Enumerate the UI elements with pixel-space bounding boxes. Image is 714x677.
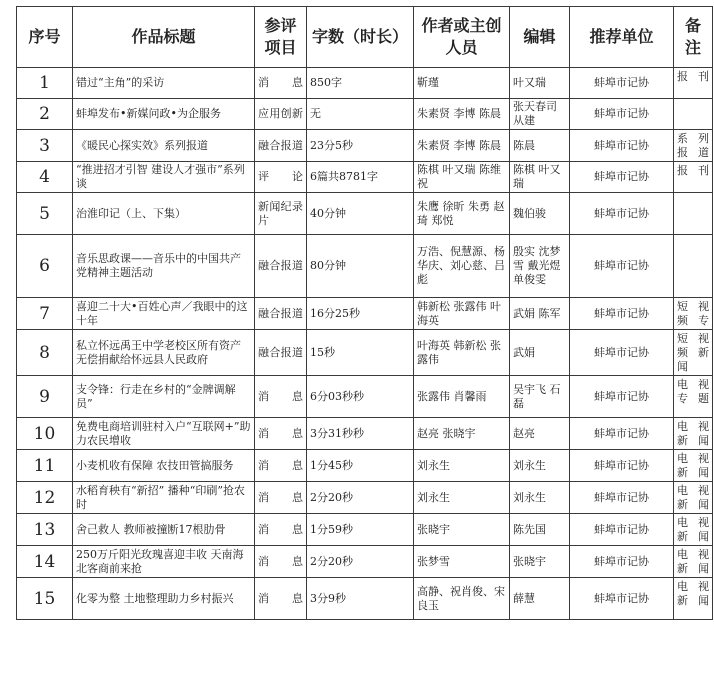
table-row: [17, 99, 713, 130]
cell-work-title-text: 250万斤阳光玫瑰喜迎丰收 天南海北客商前来抢: [76, 547, 244, 575]
table-row: [17, 514, 713, 546]
cell-serial-number-text: 11: [33, 455, 56, 476]
cell-work-title-text: 支令锋：行走在乡村的“金牌调解员”: [76, 382, 236, 410]
cell-entry-category-text: 消息: [258, 591, 303, 605]
cell-recommending-unit-text: 蚌埠市记协: [594, 591, 649, 605]
cell-serial-number: [17, 68, 73, 99]
cell-authors-text: 高静、祝肖俊、宋良玉: [417, 584, 505, 612]
cell-entry-category: [255, 193, 307, 235]
cell-entry-category-text: 消息: [258, 522, 303, 536]
cell-entry-category: [255, 482, 307, 514]
cell-authors-text: 刘永生: [417, 490, 450, 504]
cell-recommending-unit: [570, 482, 674, 514]
cell-authors: [414, 193, 510, 235]
table-body: [17, 68, 713, 620]
cell-remarks-text: 电视新闻: [677, 580, 709, 607]
cell-entry-category: [255, 376, 307, 418]
cell-serial-number: [17, 162, 73, 193]
header-serial-number: 序号: [17, 7, 73, 68]
cell-serial-number-text: 12: [33, 487, 56, 508]
cell-serial-number-text: 2: [39, 104, 50, 124]
cell-work-title: [73, 546, 255, 578]
cell-serial-number-text: 5: [39, 203, 50, 224]
cell-authors: [414, 130, 510, 162]
cell-serial-number-text: 6: [39, 256, 50, 276]
header-work-title: 作品标题: [73, 7, 255, 68]
cell-remarks-text: 短视频新闻: [677, 332, 709, 373]
cell-editor: [510, 68, 570, 99]
cell-recommending-unit: [570, 578, 674, 620]
cell-recommending-unit-text: 蚌埠市记协: [594, 76, 649, 89]
cell-serial-number-text: 13: [33, 519, 56, 540]
cell-remarks-text: 电视新闻: [677, 452, 709, 479]
cell-authors: [414, 376, 510, 418]
cell-authors: [414, 482, 510, 514]
cell-editor-text: 刘永生: [513, 490, 546, 504]
cell-recommending-unit: [570, 298, 674, 330]
cell-work-title-text: 小麦机收有保障 农技田管搞服务: [76, 458, 234, 472]
cell-remarks-text: 报刊: [677, 70, 709, 83]
cell-editor-text: 武娟 陈军: [513, 306, 561, 320]
cell-entry-category: [255, 514, 307, 546]
cell-authors: [414, 578, 510, 620]
cell-work-title-text: 错过“主角”的采访: [76, 76, 165, 89]
cell-recommending-unit-text: 蚌埠市记协: [594, 490, 649, 504]
cell-word-count-duration-text: 23分5秒: [310, 138, 353, 152]
cell-remarks: [674, 546, 713, 578]
cell-recommending-unit: [570, 330, 674, 376]
cell-editor-text: 武娟: [513, 345, 535, 359]
cell-editor: [510, 130, 570, 162]
cell-work-title: [73, 68, 255, 99]
award-entries-table: [16, 6, 713, 620]
cell-entry-category-text: 消息: [258, 458, 303, 472]
cell-editor: [510, 162, 570, 193]
cell-recommending-unit: [570, 130, 674, 162]
cell-entry-category-text: 消息: [258, 389, 303, 403]
table-row: [17, 193, 713, 235]
cell-authors: [414, 235, 510, 298]
table-row: [17, 68, 713, 99]
table-row: [17, 578, 713, 620]
cell-editor: [510, 235, 570, 298]
cell-remarks: [674, 130, 713, 162]
cell-serial-number: [17, 130, 73, 162]
cell-word-count-duration-text: 15秒: [310, 345, 335, 359]
cell-editor: [510, 330, 570, 376]
cell-authors: [414, 99, 510, 130]
cell-recommending-unit: [570, 376, 674, 418]
cell-editor: [510, 546, 570, 578]
cell-work-title: [73, 482, 255, 514]
cell-entry-category-text: 消息: [258, 554, 303, 568]
cell-remarks: [674, 578, 713, 620]
cell-serial-number: [17, 514, 73, 546]
cell-word-count-duration: [307, 68, 414, 99]
cell-serial-number: [17, 298, 73, 330]
cell-word-count-duration: [307, 376, 414, 418]
cell-work-title-text: 喜迎二十大•百姓心声／我眼中的这十年: [76, 299, 248, 327]
cell-word-count-duration-text: 6分03秒秒: [310, 389, 364, 403]
table-row: [17, 376, 713, 418]
cell-editor-text: 陈先国: [513, 522, 546, 536]
cell-authors-text: 万浩、倪慧源、杨华庆、刘心慈、吕彪: [417, 245, 505, 286]
cell-editor: [510, 514, 570, 546]
cell-work-title: [73, 99, 255, 130]
table-row: [17, 130, 713, 162]
cell-work-title: [73, 162, 255, 193]
cell-recommending-unit-text: 蚌埠市记协: [594, 170, 649, 183]
cell-editor: [510, 418, 570, 450]
cell-work-title-text: 《暖民心探实效》系列报道: [76, 138, 208, 152]
header-editor: 编辑: [510, 7, 570, 68]
cell-work-title-text: 舍己救人 教师被撞断17根肋骨: [76, 522, 226, 536]
cell-entry-category: [255, 330, 307, 376]
cell-authors: [414, 68, 510, 99]
cell-recommending-unit-text: 蚌埠市记协: [594, 458, 649, 472]
cell-remarks: [674, 193, 713, 235]
cell-word-count-duration-text: 1分45秒: [310, 458, 353, 472]
cell-work-title: [73, 376, 255, 418]
cell-work-title-text: “推进招才引智 建设人才强市”系列谈: [76, 163, 245, 190]
table-row: [17, 298, 713, 330]
cell-word-count-duration-text: 16分25秒: [310, 306, 360, 320]
header-entry-category: 参评项目: [255, 7, 307, 68]
cell-serial-number: [17, 330, 73, 376]
cell-work-title-text: 免费电商培训驻村入户“互联网+”助力农民增收: [76, 419, 251, 447]
cell-word-count-duration-text: 无: [310, 107, 321, 120]
cell-work-title: [73, 514, 255, 546]
cell-remarks: [674, 68, 713, 99]
cell-word-count-duration: [307, 235, 414, 298]
cell-serial-number: [17, 376, 73, 418]
cell-word-count-duration: [307, 418, 414, 450]
table-row: [17, 235, 713, 298]
cell-remarks: [674, 330, 713, 376]
cell-authors: [414, 546, 510, 578]
cell-entry-category: [255, 450, 307, 482]
cell-editor-text: 张晓宇: [513, 554, 546, 568]
cell-work-title: [73, 193, 255, 235]
cell-entry-category: [255, 235, 307, 298]
cell-authors-text: 刘永生: [417, 458, 450, 472]
cell-editor: [510, 450, 570, 482]
cell-authors-text: 朱鹰 徐昕 朱勇 赵琦 郑悦: [417, 199, 505, 227]
cell-word-count-duration-text: 3分9秒: [310, 591, 346, 605]
cell-recommending-unit-text: 蚌埠市记协: [594, 107, 649, 120]
cell-entry-category: [255, 130, 307, 162]
cell-serial-number: [17, 546, 73, 578]
cell-work-title: [73, 235, 255, 298]
cell-serial-number: [17, 482, 73, 514]
cell-entry-category-text: 融合报道: [258, 345, 303, 359]
cell-entry-category-text: 评论: [258, 170, 303, 183]
cell-recommending-unit: [570, 193, 674, 235]
cell-authors: [414, 298, 510, 330]
cell-word-count-duration: [307, 330, 414, 376]
cell-entry-category: [255, 418, 307, 450]
cell-serial-number-text: 4: [39, 167, 50, 187]
header-recommending-unit: 推荐单位: [570, 7, 674, 68]
cell-authors: [414, 450, 510, 482]
header-authors: 作者或主创人员: [414, 7, 510, 68]
cell-remarks: [674, 376, 713, 418]
table-row: [17, 546, 713, 578]
cell-word-count-duration: [307, 99, 414, 130]
cell-word-count-duration: [307, 514, 414, 546]
cell-entry-category: [255, 298, 307, 330]
cell-word-count-duration-text: 2分20秒: [310, 554, 353, 568]
cell-editor-text: 刘永生: [513, 458, 546, 472]
cell-work-title: [73, 298, 255, 330]
cell-work-title-text: 化零为整 土地整理助力乡村振兴: [76, 591, 234, 605]
table-row: [17, 418, 713, 450]
cell-editor-text: 张天春司从建: [513, 100, 557, 127]
cell-recommending-unit: [570, 235, 674, 298]
cell-entry-category-text: 应用创新: [258, 107, 303, 120]
cell-recommending-unit-text: 蚌埠市记协: [594, 554, 649, 568]
table-row: [17, 450, 713, 482]
cell-remarks: [674, 482, 713, 514]
cell-recommending-unit: [570, 546, 674, 578]
cell-editor-text: 殷实 沈梦雪 戴光煜 单俊雯: [513, 245, 561, 286]
cell-word-count-duration-text: 6篇共8781字: [310, 170, 378, 183]
cell-word-count-duration: [307, 450, 414, 482]
table-header: [17, 7, 713, 68]
cell-authors: [414, 162, 510, 193]
cell-word-count-duration-text: 1分59秒: [310, 522, 353, 536]
header-remarks: 备注: [674, 7, 713, 68]
cell-remarks-text: 系列报道: [677, 132, 709, 159]
cell-work-title-text: 音乐思政课——音乐中的中国共产党精神主题活动: [76, 252, 241, 279]
cell-editor-text: 陈晨: [513, 138, 535, 152]
cell-word-count-duration-text: 2分20秒: [310, 490, 353, 504]
table-row: [17, 482, 713, 514]
cell-entry-category: [255, 99, 307, 130]
cell-remarks-text: 电视新闻: [677, 420, 709, 447]
cell-recommending-unit: [570, 162, 674, 193]
cell-serial-number-text: 10: [33, 423, 56, 444]
cell-remarks-text: 短视频专: [677, 300, 709, 327]
cell-serial-number: [17, 418, 73, 450]
cell-word-count-duration: [307, 482, 414, 514]
cell-word-count-duration-text: 40分钟: [310, 206, 346, 220]
cell-editor: [510, 298, 570, 330]
cell-authors-text: 叶海英 韩新松 张露伟: [417, 338, 501, 366]
table-row: [17, 162, 713, 193]
cell-word-count-duration: [307, 578, 414, 620]
cell-entry-category-text: 新闻纪录片: [258, 199, 303, 227]
cell-editor: [510, 578, 570, 620]
cell-work-title-text: 水稻育秧有“新招” 播种“印刷”抢农时: [76, 483, 245, 511]
cell-remarks: [674, 450, 713, 482]
cell-serial-number-text: 1: [39, 73, 50, 93]
cell-recommending-unit-text: 蚌埠市记协: [594, 389, 649, 403]
cell-work-title: [73, 330, 255, 376]
cell-work-title-text: 私立怀远禹王中学老校区所有资产无偿捐献给怀远县人民政府: [76, 338, 241, 366]
cell-recommending-unit-text: 蚌埠市记协: [594, 259, 649, 272]
cell-serial-number: [17, 193, 73, 235]
cell-serial-number-text: 3: [39, 135, 50, 156]
cell-entry-category-text: 消息: [258, 426, 303, 440]
cell-editor: [510, 482, 570, 514]
cell-serial-number-text: 8: [39, 342, 50, 363]
cell-recommending-unit: [570, 99, 674, 130]
cell-work-title: [73, 130, 255, 162]
cell-entry-category-text: 消息: [258, 490, 303, 504]
cell-editor-text: 魏伯骏: [513, 206, 546, 220]
cell-authors-text: 张晓宇: [417, 522, 450, 536]
cell-editor-text: 薛慧: [513, 591, 535, 605]
cell-editor: [510, 193, 570, 235]
cell-entry-category: [255, 578, 307, 620]
cell-editor: [510, 99, 570, 130]
cell-authors-text: 靳瑾: [417, 76, 439, 89]
cell-work-title: [73, 418, 255, 450]
cell-entry-category: [255, 68, 307, 99]
cell-recommending-unit-text: 蚌埠市记协: [594, 206, 649, 220]
cell-word-count-duration: [307, 162, 414, 193]
cell-remarks: [674, 235, 713, 298]
cell-word-count-duration-text: 80分钟: [310, 259, 346, 272]
cell-authors: [414, 418, 510, 450]
table-row: [17, 330, 713, 376]
cell-work-title-text: 蚌埠发布•新媒问政•为企服务: [76, 107, 221, 120]
cell-work-title: [73, 450, 255, 482]
cell-entry-category: [255, 546, 307, 578]
header-word-count-duration: 字数（时长）: [307, 7, 414, 68]
cell-recommending-unit: [570, 418, 674, 450]
cell-remarks-text: 电视新闻: [677, 548, 709, 575]
cell-authors-text: 张梦雪: [417, 554, 450, 568]
cell-entry-category: [255, 162, 307, 193]
cell-entry-category-text: 融合报道: [258, 138, 303, 152]
cell-authors-text: 朱素贤 李博 陈晨: [417, 107, 501, 120]
cell-editor-text: 陈棋 叶又瑞: [513, 163, 561, 190]
cell-remarks-text: 电视专题: [677, 378, 709, 405]
cell-serial-number: [17, 578, 73, 620]
cell-authors-text: 张露伟 肖馨雨: [417, 389, 487, 403]
cell-serial-number: [17, 235, 73, 298]
cell-remarks: [674, 298, 713, 330]
cell-serial-number-text: 9: [39, 386, 50, 407]
cell-recommending-unit-text: 蚌埠市记协: [594, 345, 649, 359]
cell-serial-number: [17, 450, 73, 482]
cell-remarks: [674, 99, 713, 130]
cell-serial-number-text: 15: [33, 588, 56, 609]
cell-serial-number-text: 14: [33, 551, 56, 572]
cell-serial-number: [17, 99, 73, 130]
cell-recommending-unit: [570, 514, 674, 546]
cell-work-title: [73, 578, 255, 620]
cell-authors: [414, 514, 510, 546]
cell-editor-text: 叶又瑞: [513, 76, 546, 89]
cell-remarks: [674, 514, 713, 546]
cell-recommending-unit-text: 蚌埠市记协: [594, 522, 649, 536]
cell-remarks-text: 报刊: [677, 164, 709, 177]
cell-word-count-duration-text: 850字: [310, 76, 342, 89]
cell-entry-category-text: 消息: [258, 76, 303, 89]
cell-authors-text: 韩新松 张露伟 叶海英: [417, 299, 501, 327]
cell-word-count-duration: [307, 193, 414, 235]
cell-editor-text: 赵亮: [513, 426, 535, 440]
cell-work-title-text: 治淮印记（上、下集）: [76, 206, 186, 220]
cell-editor: [510, 376, 570, 418]
cell-authors-text: 赵亮 张晓宇: [417, 426, 476, 440]
cell-serial-number-text: 7: [39, 303, 50, 324]
cell-remarks-text: 电视新闻: [677, 516, 709, 543]
cell-editor-text: 吴宇飞 石磊: [513, 382, 561, 410]
cell-recommending-unit-text: 蚌埠市记协: [594, 306, 649, 320]
cell-word-count-duration: [307, 130, 414, 162]
cell-authors-text: 陈棋 叶又瑞 陈维祝: [417, 163, 501, 190]
cell-remarks: [674, 162, 713, 193]
cell-word-count-duration-text: 3分31秒秒: [310, 426, 364, 440]
cell-recommending-unit: [570, 450, 674, 482]
cell-authors: [414, 330, 510, 376]
cell-recommending-unit-text: 蚌埠市记协: [594, 426, 649, 440]
header-row: [17, 7, 713, 68]
cell-recommending-unit-text: 蚌埠市记协: [594, 138, 649, 152]
cell-word-count-duration: [307, 298, 414, 330]
cell-authors-text: 朱素贤 李博 陈晨: [417, 138, 501, 152]
cell-entry-category-text: 融合报道: [258, 259, 303, 272]
cell-word-count-duration: [307, 546, 414, 578]
cell-entry-category-text: 融合报道: [258, 306, 303, 320]
cell-remarks: [674, 418, 713, 450]
cell-remarks-text: 电视新闻: [677, 484, 709, 511]
cell-recommending-unit: [570, 68, 674, 99]
